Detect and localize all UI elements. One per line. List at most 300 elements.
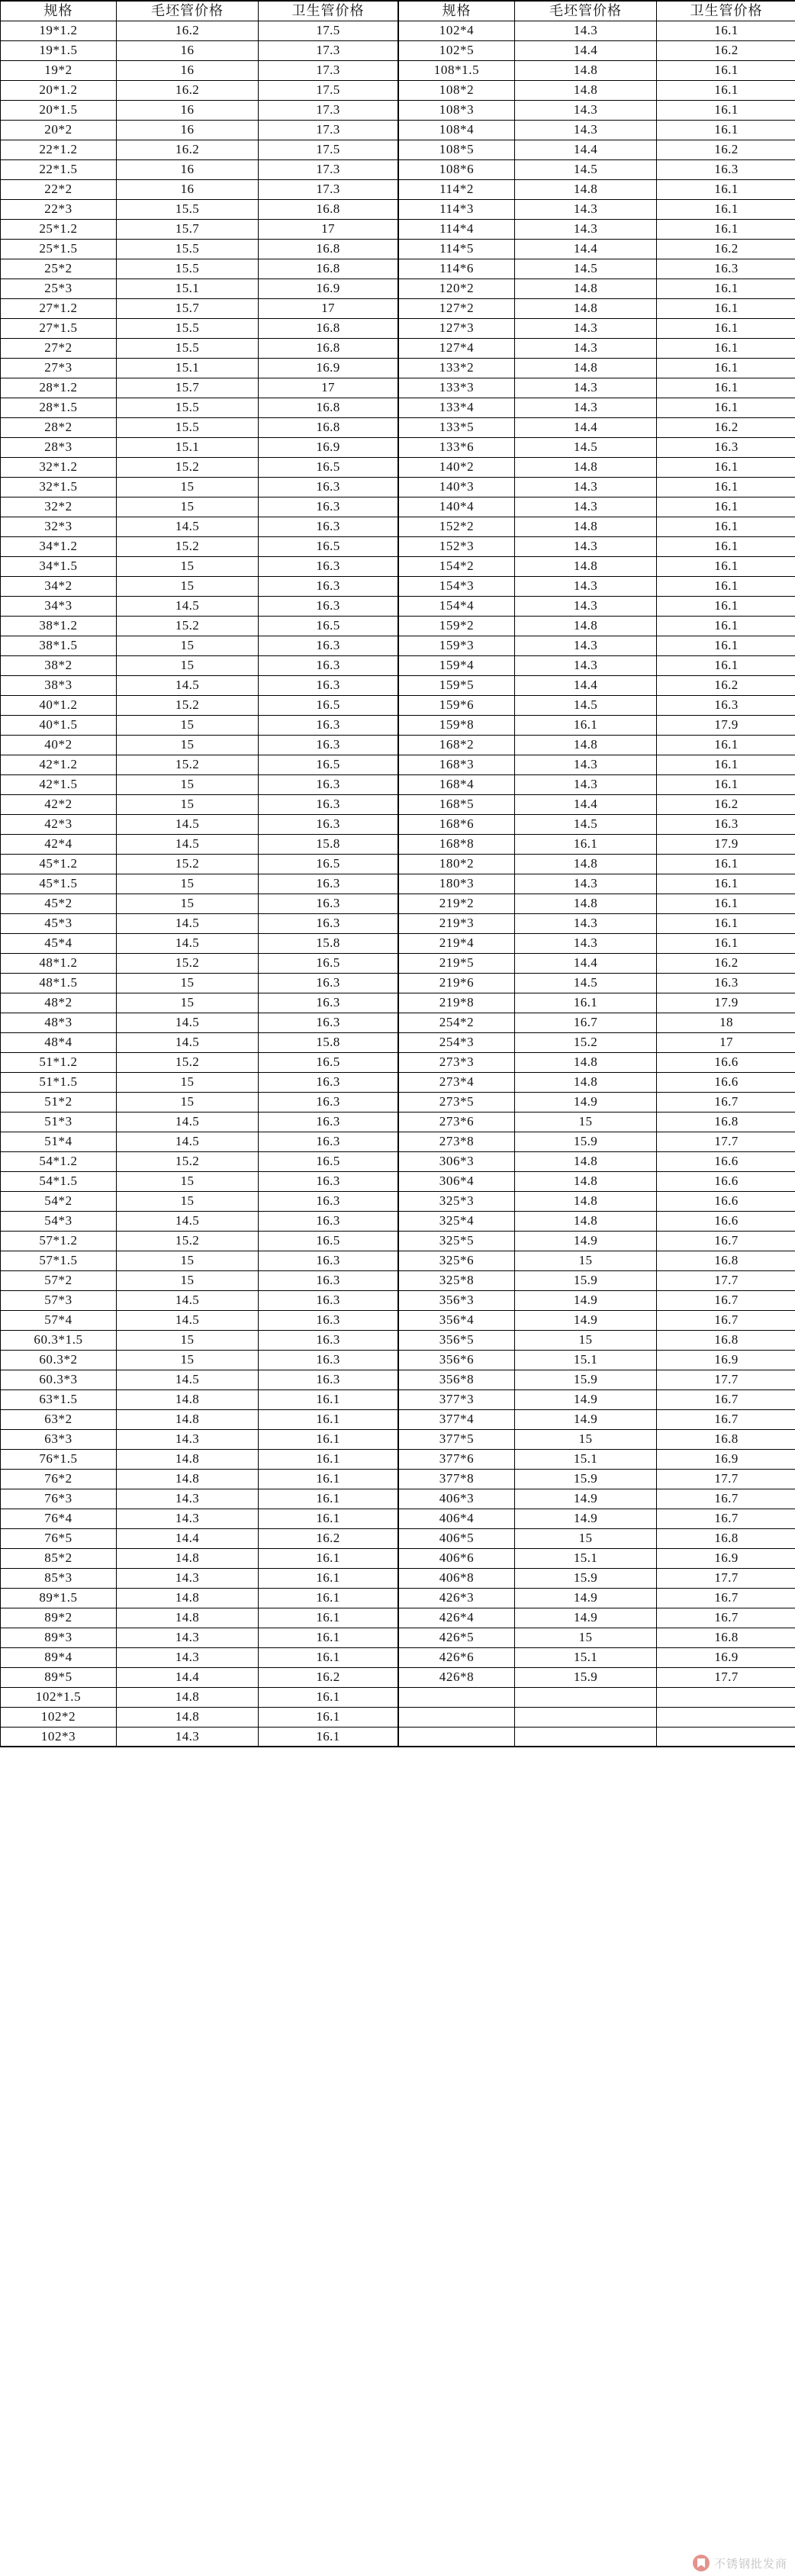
table-row bbox=[1, 457, 398, 477]
spec-cell: 42*1.2 bbox=[1, 755, 117, 774]
table-row bbox=[399, 1013, 795, 1032]
spec-cell: 325*6 bbox=[399, 1251, 515, 1270]
spec-cell: 42*1.5 bbox=[1, 774, 117, 794]
spec-cell: 63*3 bbox=[1, 1429, 117, 1449]
spec-cell: 76*1.5 bbox=[1, 1449, 117, 1469]
spec-cell: 32*3 bbox=[1, 517, 117, 536]
raw-price-cell: 14.8 bbox=[117, 1707, 259, 1727]
table-row bbox=[399, 219, 795, 239]
table-row bbox=[1, 80, 398, 100]
raw-price-cell: 14.5 bbox=[117, 1032, 259, 1052]
sanitary-price-cell: 16.8 bbox=[259, 259, 398, 279]
spec-cell: 60.3*3 bbox=[1, 1370, 117, 1389]
spec-cell: 76*4 bbox=[1, 1509, 117, 1528]
sanitary-price-cell: 17.9 bbox=[657, 715, 795, 735]
raw-price-cell: 14.8 bbox=[515, 517, 657, 536]
raw-price-cell: 14.3 bbox=[515, 636, 657, 655]
raw-price-cell: 14.8 bbox=[117, 1469, 259, 1489]
sanitary-price-cell: 16.5 bbox=[259, 1052, 398, 1072]
sanitary-price-cell: 16.7 bbox=[657, 1489, 795, 1509]
spec-cell: 426*6 bbox=[399, 1647, 515, 1667]
sanitary-price-cell: 17.7 bbox=[657, 1132, 795, 1151]
table-row bbox=[1, 636, 398, 655]
spec-cell: 133*3 bbox=[399, 378, 515, 398]
table-row bbox=[1, 100, 398, 120]
table-row bbox=[1, 695, 398, 715]
sanitary-price-cell: 16.3 bbox=[259, 1211, 398, 1231]
sanitary-price-cell: 16.8 bbox=[259, 318, 398, 338]
table-row bbox=[1, 1211, 398, 1231]
raw-price-cell: 14.5 bbox=[117, 1132, 259, 1151]
spec-cell: 48*3 bbox=[1, 1013, 117, 1032]
sanitary-price-cell: 16.6 bbox=[657, 1072, 795, 1092]
shield-icon bbox=[693, 2555, 710, 2571]
raw-price-cell: 14.5 bbox=[117, 814, 259, 834]
raw-price-cell: 14.3 bbox=[515, 576, 657, 596]
table-row bbox=[1, 616, 398, 636]
table-row bbox=[399, 1132, 795, 1151]
spec-cell: 60.3*2 bbox=[1, 1350, 117, 1370]
raw-price-cell: 14.5 bbox=[117, 1013, 259, 1032]
spec-cell: 108*2 bbox=[399, 80, 515, 100]
sanitary-price-cell: 17.9 bbox=[657, 834, 795, 854]
sanitary-price-cell: 17.5 bbox=[259, 21, 398, 40]
table-row bbox=[399, 774, 795, 794]
table-row bbox=[1, 378, 398, 398]
table-row bbox=[399, 1687, 795, 1707]
sanitary-price-cell: 17 bbox=[259, 219, 398, 239]
sanitary-price-cell: 16.1 bbox=[657, 199, 795, 219]
raw-price-cell: 15.1 bbox=[515, 1350, 657, 1370]
spec-cell: 76*3 bbox=[1, 1489, 117, 1509]
spec-cell: 406*8 bbox=[399, 1568, 515, 1588]
table-row bbox=[1, 576, 398, 596]
sanitary-price-cell: 17.7 bbox=[657, 1667, 795, 1687]
raw-price-cell: 15 bbox=[117, 874, 259, 894]
sanitary-price-cell: 16.5 bbox=[259, 953, 398, 973]
spec-cell: 140*4 bbox=[399, 497, 515, 517]
sanitary-price-cell bbox=[657, 1707, 795, 1727]
spec-cell: 159*4 bbox=[399, 655, 515, 675]
sanitary-price-cell: 16.1 bbox=[657, 755, 795, 774]
table-row bbox=[1, 60, 398, 80]
spec-cell: 19*1.5 bbox=[1, 40, 117, 60]
raw-price-cell: 14.3 bbox=[515, 874, 657, 894]
table-row bbox=[399, 1647, 795, 1667]
raw-price-cell: 15 bbox=[117, 973, 259, 993]
raw-price-cell: 15.1 bbox=[515, 1548, 657, 1568]
sanitary-price-cell: 16.8 bbox=[259, 417, 398, 437]
table-row bbox=[1, 874, 398, 894]
sanitary-price-cell: 16.3 bbox=[259, 794, 398, 814]
spec-cell: 127*2 bbox=[399, 298, 515, 318]
table-row bbox=[399, 199, 795, 219]
sanitary-price-cell: 16.6 bbox=[657, 1211, 795, 1231]
spec-cell: 406*4 bbox=[399, 1509, 515, 1528]
sanitary-price-cell: 16.5 bbox=[259, 457, 398, 477]
spec-cell: 219*3 bbox=[399, 913, 515, 933]
sanitary-price-cell: 16.1 bbox=[259, 1409, 398, 1429]
raw-price-cell: 14.3 bbox=[515, 318, 657, 338]
spec-cell: 168*4 bbox=[399, 774, 515, 794]
spec-cell: 426*8 bbox=[399, 1667, 515, 1687]
spec-cell: 108*3 bbox=[399, 100, 515, 120]
raw-price-cell: 14.8 bbox=[515, 616, 657, 636]
spec-cell: 85*3 bbox=[1, 1568, 117, 1588]
raw-price-cell: 14.3 bbox=[515, 536, 657, 556]
raw-price-cell: 15 bbox=[515, 1330, 657, 1350]
spec-cell: 133*2 bbox=[399, 358, 515, 378]
raw-price-cell: 16.2 bbox=[117, 140, 259, 159]
table-row bbox=[399, 1310, 795, 1330]
table-row bbox=[399, 1052, 795, 1072]
sanitary-price-cell: 16.1 bbox=[259, 1509, 398, 1528]
table-row bbox=[399, 1191, 795, 1211]
sanitary-price-cell: 16.1 bbox=[657, 457, 795, 477]
sanitary-price-cell: 16.8 bbox=[657, 1330, 795, 1350]
raw-price-cell: 14.8 bbox=[117, 1449, 259, 1469]
sanitary-price-cell: 16.7 bbox=[657, 1310, 795, 1330]
raw-price-cell: 14.3 bbox=[515, 497, 657, 517]
table-row bbox=[1, 1389, 398, 1409]
sanitary-price-cell: 16.1 bbox=[657, 298, 795, 318]
raw-price-cell: 14.4 bbox=[117, 1667, 259, 1687]
spec-cell: 108*1.5 bbox=[399, 60, 515, 80]
raw-price-cell: 15.9 bbox=[515, 1469, 657, 1489]
raw-price-cell: 15.9 bbox=[515, 1370, 657, 1389]
raw-price-cell: 14.8 bbox=[515, 735, 657, 755]
table-row bbox=[1, 1548, 398, 1568]
spec-cell: 133*6 bbox=[399, 437, 515, 457]
spec-cell bbox=[399, 1687, 515, 1707]
spec-cell: 114*4 bbox=[399, 219, 515, 239]
spec-cell: 377*5 bbox=[399, 1429, 515, 1449]
sanitary-price-cell: 16.3 bbox=[259, 1092, 398, 1112]
spec-cell: 273*3 bbox=[399, 1052, 515, 1072]
sanitary-price-cell: 16.1 bbox=[657, 774, 795, 794]
sanitary-price-cell: 16.9 bbox=[657, 1647, 795, 1667]
spec-cell: 85*2 bbox=[1, 1548, 117, 1568]
raw-price-cell: 14.8 bbox=[515, 1191, 657, 1211]
sanitary-price-cell: 16.1 bbox=[657, 854, 795, 874]
table-row bbox=[399, 1628, 795, 1647]
raw-price-cell: 14.5 bbox=[117, 1370, 259, 1389]
sanitary-price-cell: 16.1 bbox=[657, 655, 795, 675]
raw-price-cell: 14.3 bbox=[515, 199, 657, 219]
spec-cell bbox=[399, 1707, 515, 1727]
column-header-sanitary-price: 卫生管价格 bbox=[259, 1, 398, 21]
table-row bbox=[399, 60, 795, 80]
table-row bbox=[1, 1310, 398, 1330]
raw-price-cell: 15 bbox=[117, 556, 259, 576]
table-row bbox=[1, 1270, 398, 1290]
raw-price-cell bbox=[515, 1707, 657, 1727]
sanitary-price-cell: 16.3 bbox=[259, 894, 398, 913]
table-row bbox=[399, 913, 795, 933]
spec-cell: 219*8 bbox=[399, 993, 515, 1013]
sanitary-price-cell: 16.9 bbox=[259, 279, 398, 298]
spec-cell: 76*2 bbox=[1, 1469, 117, 1489]
spec-cell: 152*3 bbox=[399, 536, 515, 556]
raw-price-cell: 15.2 bbox=[117, 755, 259, 774]
sanitary-price-cell: 16.1 bbox=[259, 1449, 398, 1469]
table-row bbox=[1, 913, 398, 933]
table-row bbox=[399, 1608, 795, 1628]
sanitary-price-cell: 16.2 bbox=[657, 140, 795, 159]
spec-cell: 127*4 bbox=[399, 338, 515, 358]
sanitary-price-cell: 16.2 bbox=[657, 675, 795, 695]
spec-cell: 38*1.5 bbox=[1, 636, 117, 655]
sanitary-price-cell: 16.5 bbox=[259, 536, 398, 556]
table-row bbox=[399, 1667, 795, 1687]
spec-cell: 63*2 bbox=[1, 1409, 117, 1429]
raw-price-cell: 14.5 bbox=[117, 913, 259, 933]
spec-cell: 25*2 bbox=[1, 259, 117, 279]
spec-cell: 406*3 bbox=[399, 1489, 515, 1509]
raw-price-cell: 14.9 bbox=[515, 1231, 657, 1251]
sanitary-price-cell: 16.1 bbox=[657, 636, 795, 655]
spec-cell: 356*3 bbox=[399, 1290, 515, 1310]
spec-cell: 108*4 bbox=[399, 120, 515, 140]
sanitary-price-cell: 16.7 bbox=[657, 1409, 795, 1429]
column-header-spec: 规格 bbox=[399, 1, 515, 21]
spec-cell: 54*1.2 bbox=[1, 1151, 117, 1171]
table-row bbox=[399, 517, 795, 536]
raw-price-cell: 14.5 bbox=[515, 259, 657, 279]
raw-price-cell: 15.5 bbox=[117, 259, 259, 279]
raw-price-cell: 14.8 bbox=[117, 1687, 259, 1707]
table-row bbox=[399, 675, 795, 695]
table-row bbox=[399, 1548, 795, 1568]
table-row bbox=[399, 655, 795, 675]
spec-cell: 19*1.2 bbox=[1, 21, 117, 40]
raw-price-cell: 14.3 bbox=[117, 1509, 259, 1528]
table-row bbox=[399, 1072, 795, 1092]
spec-cell: 89*4 bbox=[1, 1647, 117, 1667]
table-row bbox=[1, 1191, 398, 1211]
raw-price-cell: 15.2 bbox=[117, 854, 259, 874]
sanitary-price-cell: 16.7 bbox=[657, 1608, 795, 1628]
table-row bbox=[1, 1568, 398, 1588]
table-row bbox=[399, 814, 795, 834]
raw-price-cell: 14.8 bbox=[515, 457, 657, 477]
table-row bbox=[399, 21, 795, 40]
sanitary-price-cell: 16.3 bbox=[259, 1290, 398, 1310]
table-row bbox=[399, 159, 795, 179]
sanitary-price-cell: 16.1 bbox=[657, 338, 795, 358]
sanitary-price-cell: 16.2 bbox=[657, 40, 795, 60]
sanitary-price-cell: 16.8 bbox=[657, 1429, 795, 1449]
table-row bbox=[399, 279, 795, 298]
table-row bbox=[1, 1707, 398, 1727]
spec-cell: 45*1.5 bbox=[1, 874, 117, 894]
table-row bbox=[1, 1628, 398, 1647]
sanitary-price-cell: 16.3 bbox=[657, 159, 795, 179]
table-row bbox=[1, 1588, 398, 1608]
spec-cell: 133*4 bbox=[399, 398, 515, 417]
spec-cell: 89*1.5 bbox=[1, 1588, 117, 1608]
raw-price-cell: 15 bbox=[515, 1429, 657, 1449]
raw-price-cell: 14.5 bbox=[117, 1112, 259, 1132]
table-row bbox=[1, 556, 398, 576]
raw-price-cell: 14.5 bbox=[515, 159, 657, 179]
price-table-left bbox=[0, 0, 398, 1747]
raw-price-cell: 15.2 bbox=[117, 616, 259, 636]
table-row bbox=[1, 933, 398, 953]
raw-price-cell: 15 bbox=[515, 1251, 657, 1270]
raw-price-cell: 15 bbox=[117, 636, 259, 655]
raw-price-cell: 14.5 bbox=[117, 1290, 259, 1310]
sanitary-price-cell: 17.5 bbox=[259, 80, 398, 100]
spec-cell: 426*5 bbox=[399, 1628, 515, 1647]
sanitary-price-cell bbox=[657, 1687, 795, 1707]
spec-cell: 28*1.2 bbox=[1, 378, 117, 398]
table-row bbox=[1, 894, 398, 913]
raw-price-cell bbox=[515, 1727, 657, 1747]
spec-cell: 133*5 bbox=[399, 417, 515, 437]
sanitary-price-cell: 16.5 bbox=[259, 1231, 398, 1251]
sanitary-price-cell: 16.8 bbox=[259, 338, 398, 358]
sanitary-price-cell: 16.1 bbox=[657, 933, 795, 953]
raw-price-cell: 14.3 bbox=[117, 1647, 259, 1667]
spec-cell: 154*3 bbox=[399, 576, 515, 596]
spec-cell: 377*8 bbox=[399, 1469, 515, 1489]
table-row bbox=[1, 1409, 398, 1429]
table-row bbox=[399, 1429, 795, 1449]
raw-price-cell: 15 bbox=[117, 1330, 259, 1350]
raw-price-cell: 15.2 bbox=[117, 1052, 259, 1072]
sanitary-price-cell: 16.9 bbox=[259, 358, 398, 378]
raw-price-cell: 15 bbox=[117, 1270, 259, 1290]
spec-cell: 89*3 bbox=[1, 1628, 117, 1647]
table-header-row bbox=[399, 1, 795, 21]
raw-price-cell: 14.8 bbox=[515, 80, 657, 100]
raw-price-cell: 16 bbox=[117, 120, 259, 140]
sanitary-price-cell: 16.3 bbox=[259, 913, 398, 933]
table-row bbox=[1, 675, 398, 695]
raw-price-cell: 15 bbox=[117, 477, 259, 497]
spec-cell: 40*1.2 bbox=[1, 695, 117, 715]
table-row bbox=[399, 298, 795, 318]
table-row bbox=[399, 1727, 795, 1747]
spec-cell: 168*3 bbox=[399, 755, 515, 774]
table-row bbox=[399, 1211, 795, 1231]
table-row bbox=[399, 318, 795, 338]
column-header-sanitary-price: 卫生管价格 bbox=[657, 1, 795, 21]
sanitary-price-cell: 16.8 bbox=[259, 398, 398, 417]
sanitary-price-cell: 16.1 bbox=[657, 616, 795, 636]
raw-price-cell: 14.8 bbox=[515, 1171, 657, 1191]
spec-cell: 219*4 bbox=[399, 933, 515, 953]
watermark bbox=[693, 2555, 787, 2571]
spec-cell: 325*8 bbox=[399, 1270, 515, 1290]
table-row bbox=[399, 874, 795, 894]
raw-price-cell: 14.4 bbox=[117, 1528, 259, 1548]
table-row bbox=[1, 338, 398, 358]
table-row bbox=[1, 774, 398, 794]
table-row bbox=[399, 358, 795, 378]
sanitary-price-cell: 16.2 bbox=[259, 1528, 398, 1548]
raw-price-cell: 15.7 bbox=[117, 298, 259, 318]
raw-price-cell: 14.3 bbox=[117, 1628, 259, 1647]
table-row bbox=[1, 1151, 398, 1171]
raw-price-cell: 15.7 bbox=[117, 219, 259, 239]
spec-cell: 159*8 bbox=[399, 715, 515, 735]
spec-cell: 356*6 bbox=[399, 1350, 515, 1370]
sanitary-price-cell: 16.2 bbox=[657, 953, 795, 973]
sanitary-price-cell: 16.6 bbox=[657, 1052, 795, 1072]
spec-cell: 127*3 bbox=[399, 318, 515, 338]
sanitary-price-cell: 16.1 bbox=[657, 517, 795, 536]
raw-price-cell: 15.5 bbox=[117, 239, 259, 259]
raw-price-cell: 15 bbox=[117, 497, 259, 517]
table-row bbox=[399, 834, 795, 854]
table-row bbox=[1, 1429, 398, 1449]
spec-cell: 325*3 bbox=[399, 1191, 515, 1211]
raw-price-cell: 14.9 bbox=[515, 1509, 657, 1528]
spec-cell: 254*3 bbox=[399, 1032, 515, 1052]
spec-cell: 27*1.2 bbox=[1, 298, 117, 318]
spec-cell: 306*3 bbox=[399, 1151, 515, 1171]
spec-cell: 51*2 bbox=[1, 1092, 117, 1112]
raw-price-cell: 15.2 bbox=[117, 457, 259, 477]
raw-price-cell: 15.2 bbox=[117, 953, 259, 973]
sanitary-price-cell: 16.3 bbox=[259, 675, 398, 695]
sanitary-price-cell: 16.1 bbox=[657, 894, 795, 913]
sanitary-price-cell: 16.1 bbox=[657, 358, 795, 378]
raw-price-cell: 16.2 bbox=[117, 21, 259, 40]
table-row bbox=[399, 616, 795, 636]
raw-price-cell: 14.5 bbox=[515, 973, 657, 993]
table-row bbox=[399, 120, 795, 140]
table-row bbox=[1, 735, 398, 755]
raw-price-cell: 14.3 bbox=[117, 1727, 259, 1747]
spec-cell: 34*1.5 bbox=[1, 556, 117, 576]
raw-price-cell: 14.5 bbox=[515, 437, 657, 457]
raw-price-cell: 15.9 bbox=[515, 1568, 657, 1588]
table-row bbox=[399, 1171, 795, 1191]
table-row bbox=[1, 1290, 398, 1310]
table-row bbox=[1, 1251, 398, 1270]
table-row bbox=[399, 794, 795, 814]
spec-cell: 306*4 bbox=[399, 1171, 515, 1191]
table-row bbox=[1, 417, 398, 437]
raw-price-cell: 14.8 bbox=[117, 1409, 259, 1429]
raw-price-cell: 16 bbox=[117, 159, 259, 179]
raw-price-cell bbox=[515, 1687, 657, 1707]
sanitary-price-cell: 16.1 bbox=[259, 1588, 398, 1608]
table-row bbox=[399, 100, 795, 120]
raw-price-cell: 14.3 bbox=[515, 398, 657, 417]
table-row bbox=[399, 1151, 795, 1171]
raw-price-cell: 14.3 bbox=[515, 933, 657, 953]
spec-cell: 51*1.5 bbox=[1, 1072, 117, 1092]
sanitary-price-cell: 16.3 bbox=[259, 1370, 398, 1389]
table-row bbox=[399, 556, 795, 576]
sanitary-price-cell: 16.5 bbox=[259, 695, 398, 715]
raw-price-cell: 15.9 bbox=[515, 1270, 657, 1290]
spec-cell: 114*6 bbox=[399, 259, 515, 279]
spec-cell: 20*1.5 bbox=[1, 100, 117, 120]
table-row bbox=[399, 1032, 795, 1052]
table-row bbox=[399, 338, 795, 358]
sanitary-price-cell: 16.3 bbox=[259, 715, 398, 735]
sanitary-price-cell: 16.6 bbox=[657, 1191, 795, 1211]
table-row bbox=[1, 715, 398, 735]
raw-price-cell: 14.3 bbox=[515, 655, 657, 675]
spec-cell: 27*2 bbox=[1, 338, 117, 358]
sanitary-price-cell: 17.3 bbox=[259, 120, 398, 140]
